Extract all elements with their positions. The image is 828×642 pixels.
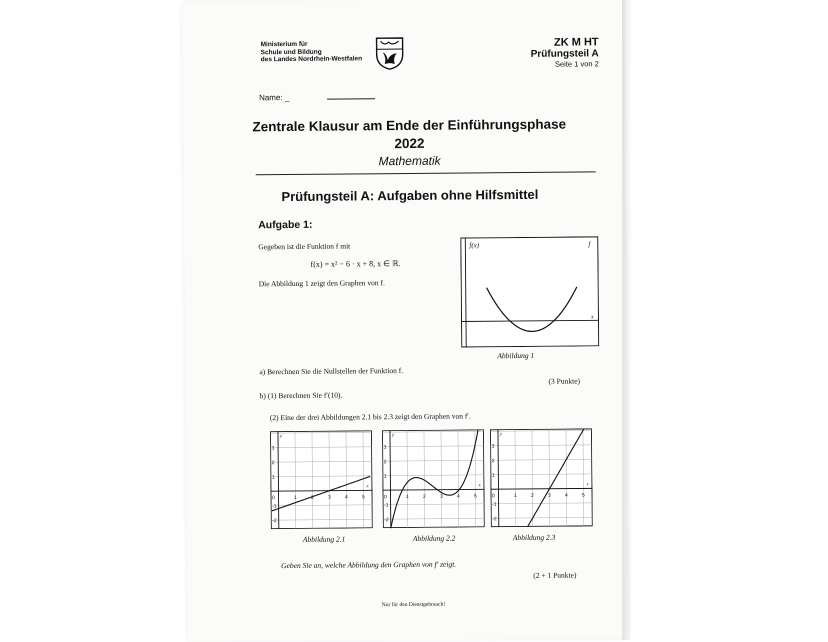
- origin-label: 0: [384, 494, 387, 500]
- name-field: [259, 92, 375, 102]
- figure-2-3-caption: Abbildung 2.3: [513, 533, 556, 542]
- x-tick-label: 2: [423, 494, 426, 500]
- y-tick-label: -1: [272, 504, 277, 510]
- exam-subject: Mathematik: [224, 152, 596, 169]
- y-axis-label: y: [279, 434, 283, 439]
- task-formula: f(x) = x² − 6 · x + 8, x ∈ ℝ.: [310, 259, 400, 269]
- y-tick-label: 3: [492, 444, 495, 450]
- x-tick-label: 1: [514, 493, 517, 499]
- x-tick-label: 1: [294, 495, 297, 501]
- figure-2-3: [490, 428, 593, 527]
- question-a: [259, 366, 403, 376]
- question-b-points: (2 + 1 Punkte): [533, 571, 576, 580]
- x-tick-label: 2: [531, 493, 534, 499]
- title-divider: [256, 171, 596, 175]
- ministry-name: [261, 40, 363, 63]
- page-number: Seite 1 von 2: [531, 59, 599, 69]
- nrw-crest-icon: [375, 36, 405, 70]
- x-tick-label: 3: [548, 493, 551, 499]
- question-b1: b) (1) Berechnen Sie f′(10).: [260, 391, 343, 401]
- figure-1-curve-label: f: [588, 240, 591, 248]
- x-tick-label: 4: [457, 494, 460, 500]
- x-axis-label: x: [477, 483, 481, 488]
- question-b2: (2) Eine der drei Abbildungen 2.1 bis 2.3 zeigt den Graphen von f′.: [270, 411, 471, 422]
- x-tick-label: 5: [362, 494, 365, 500]
- ministry-line: des Landes Nordrhein-Westfalen: [261, 55, 362, 63]
- y-tick-label: -2: [492, 516, 497, 522]
- y-tick-label: -2: [272, 518, 277, 524]
- part-title: Prüfungsteil A: Aufgaben ohne Hilfsmittel: [224, 186, 596, 204]
- y-tick-label: 1: [272, 475, 275, 481]
- figure-2-2: [382, 429, 485, 528]
- question-a-points: (3 Punkte): [549, 376, 581, 385]
- figure-1-x-label: x: [590, 314, 594, 320]
- name-underline: [327, 98, 375, 99]
- x-axis-label: x: [585, 482, 589, 487]
- figure-2-1-caption: Abbildung 2.1: [303, 535, 346, 544]
- exam-title: Zentrale Klausur am Ende der Einführungsphase: [223, 116, 595, 134]
- x-tick-label: 5: [474, 493, 477, 499]
- origin-label: 0: [272, 495, 275, 501]
- y-tick-label: -2: [384, 517, 389, 523]
- x-axis-label: x: [365, 484, 369, 489]
- figure-2-1: [270, 430, 373, 529]
- y-tick-label: 1: [384, 474, 387, 480]
- x-tick-label: 5: [582, 492, 585, 498]
- name-label: Name: _: [259, 93, 289, 102]
- task-given: Gegeben ist die Funktion f mit: [258, 241, 350, 251]
- x-tick-label: 2: [311, 495, 314, 501]
- figure-1-caption: Abbildung 1: [497, 351, 534, 360]
- y-tick-label: 2: [492, 458, 495, 464]
- x-tick-label: 1: [406, 494, 409, 500]
- y-tick-label: -1: [492, 502, 497, 508]
- exam-year: 2022: [223, 134, 595, 152]
- ministry-line: Schule und Bildung: [261, 48, 362, 56]
- x-tick-label: 3: [440, 494, 443, 500]
- figure-reference: Die Abbildung 1 zeigt den Graphen von f.: [259, 278, 385, 288]
- x-tick-label: 4: [345, 495, 348, 501]
- exam-code: ZK M HT: [531, 36, 599, 49]
- question-a-text: a) Berechnen Sie die Nullstellen der Funktion f.: [259, 366, 403, 376]
- origin-label: 0: [492, 493, 495, 499]
- y-axis-label: y: [499, 432, 503, 437]
- y-tick-label: 2: [272, 460, 275, 466]
- task-heading: Aufgabe 1:: [258, 219, 312, 231]
- figure-2-2-caption: Abbildung 2.2: [413, 534, 456, 543]
- figure-1-parabola: [460, 236, 599, 347]
- exam-part: Prüfungsteil A: [531, 48, 599, 60]
- header-right: [531, 36, 599, 69]
- exam-sheet: [182, 0, 628, 642]
- x-tick-label: 4: [565, 493, 568, 499]
- y-tick-label: 3: [272, 446, 275, 452]
- y-axis-label: y: [391, 433, 395, 438]
- x-tick-label: 3: [328, 495, 331, 501]
- y-tick-label: 3: [384, 445, 387, 451]
- y-tick-label: 2: [384, 459, 387, 465]
- ministry-line: Ministerium für: [261, 40, 362, 48]
- closing-instruction: Geben Sie an, welche Abbildung den Graphen von f′ zeigt.: [281, 560, 456, 571]
- y-tick-label: 1: [492, 473, 495, 479]
- y-tick-label: -1: [384, 503, 389, 509]
- figure-1-y-label: f(x): [469, 241, 479, 249]
- footer-note: Nur für den Dienstgebrauch!: [227, 600, 599, 609]
- page-edge-shadow: [622, 0, 632, 640]
